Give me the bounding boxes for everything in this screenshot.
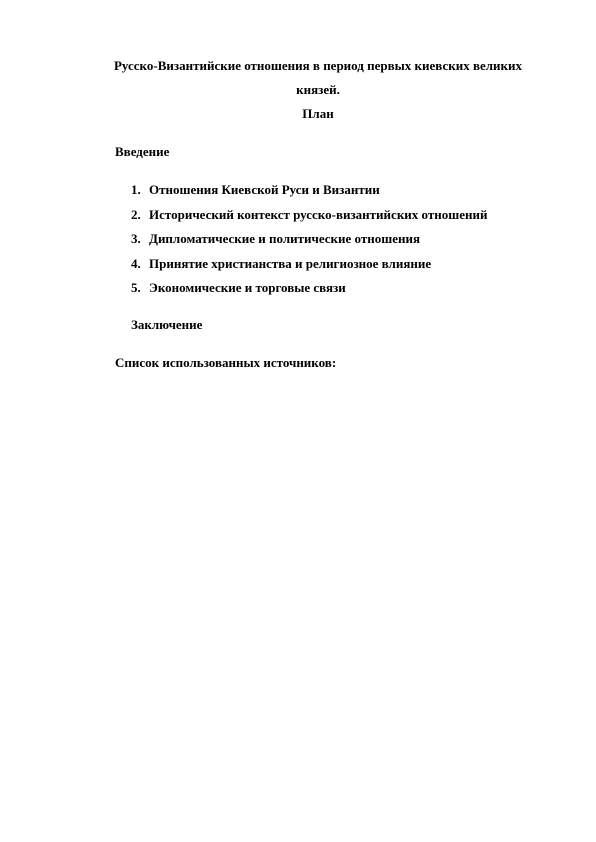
plan-item-text: Принятие христианства и религиозное влияние — [149, 255, 432, 271]
plan-list-item — [131, 227, 487, 252]
plan-list-item — [131, 276, 487, 301]
plan-list-item — [131, 252, 487, 277]
plan-item-text: Исторический контекст русско-византийских отношений — [149, 206, 488, 222]
plan-item-text: Экономические и торговые связи — [149, 280, 346, 295]
plan-list-item — [131, 178, 487, 203]
plan-heading: План — [302, 106, 334, 121]
document-title-line-2: князей. — [296, 82, 340, 97]
plan-item-number: 2. — [131, 206, 141, 222]
plan-list-item — [131, 203, 487, 228]
sources-heading: Список использованных источников: — [115, 355, 337, 370]
document-title-line-1: Русско-Византийские отношения в период первых киевских великих — [113, 58, 523, 73]
plan-item-number: 3. — [131, 231, 141, 246]
plan-item-number: 1. — [131, 182, 141, 197]
plan-item-text: Отношения Киевской Руси и Византии — [149, 182, 380, 197]
plan-list — [131, 178, 487, 301]
plan-item-number: 5. — [131, 280, 141, 295]
plan-item-text: Дипломатические и политические отношения — [149, 231, 421, 246]
conclusion-heading: Заключение — [131, 317, 203, 332]
introduction-heading: Введение — [115, 144, 170, 159]
plan-item-number: 4. — [131, 255, 141, 271]
